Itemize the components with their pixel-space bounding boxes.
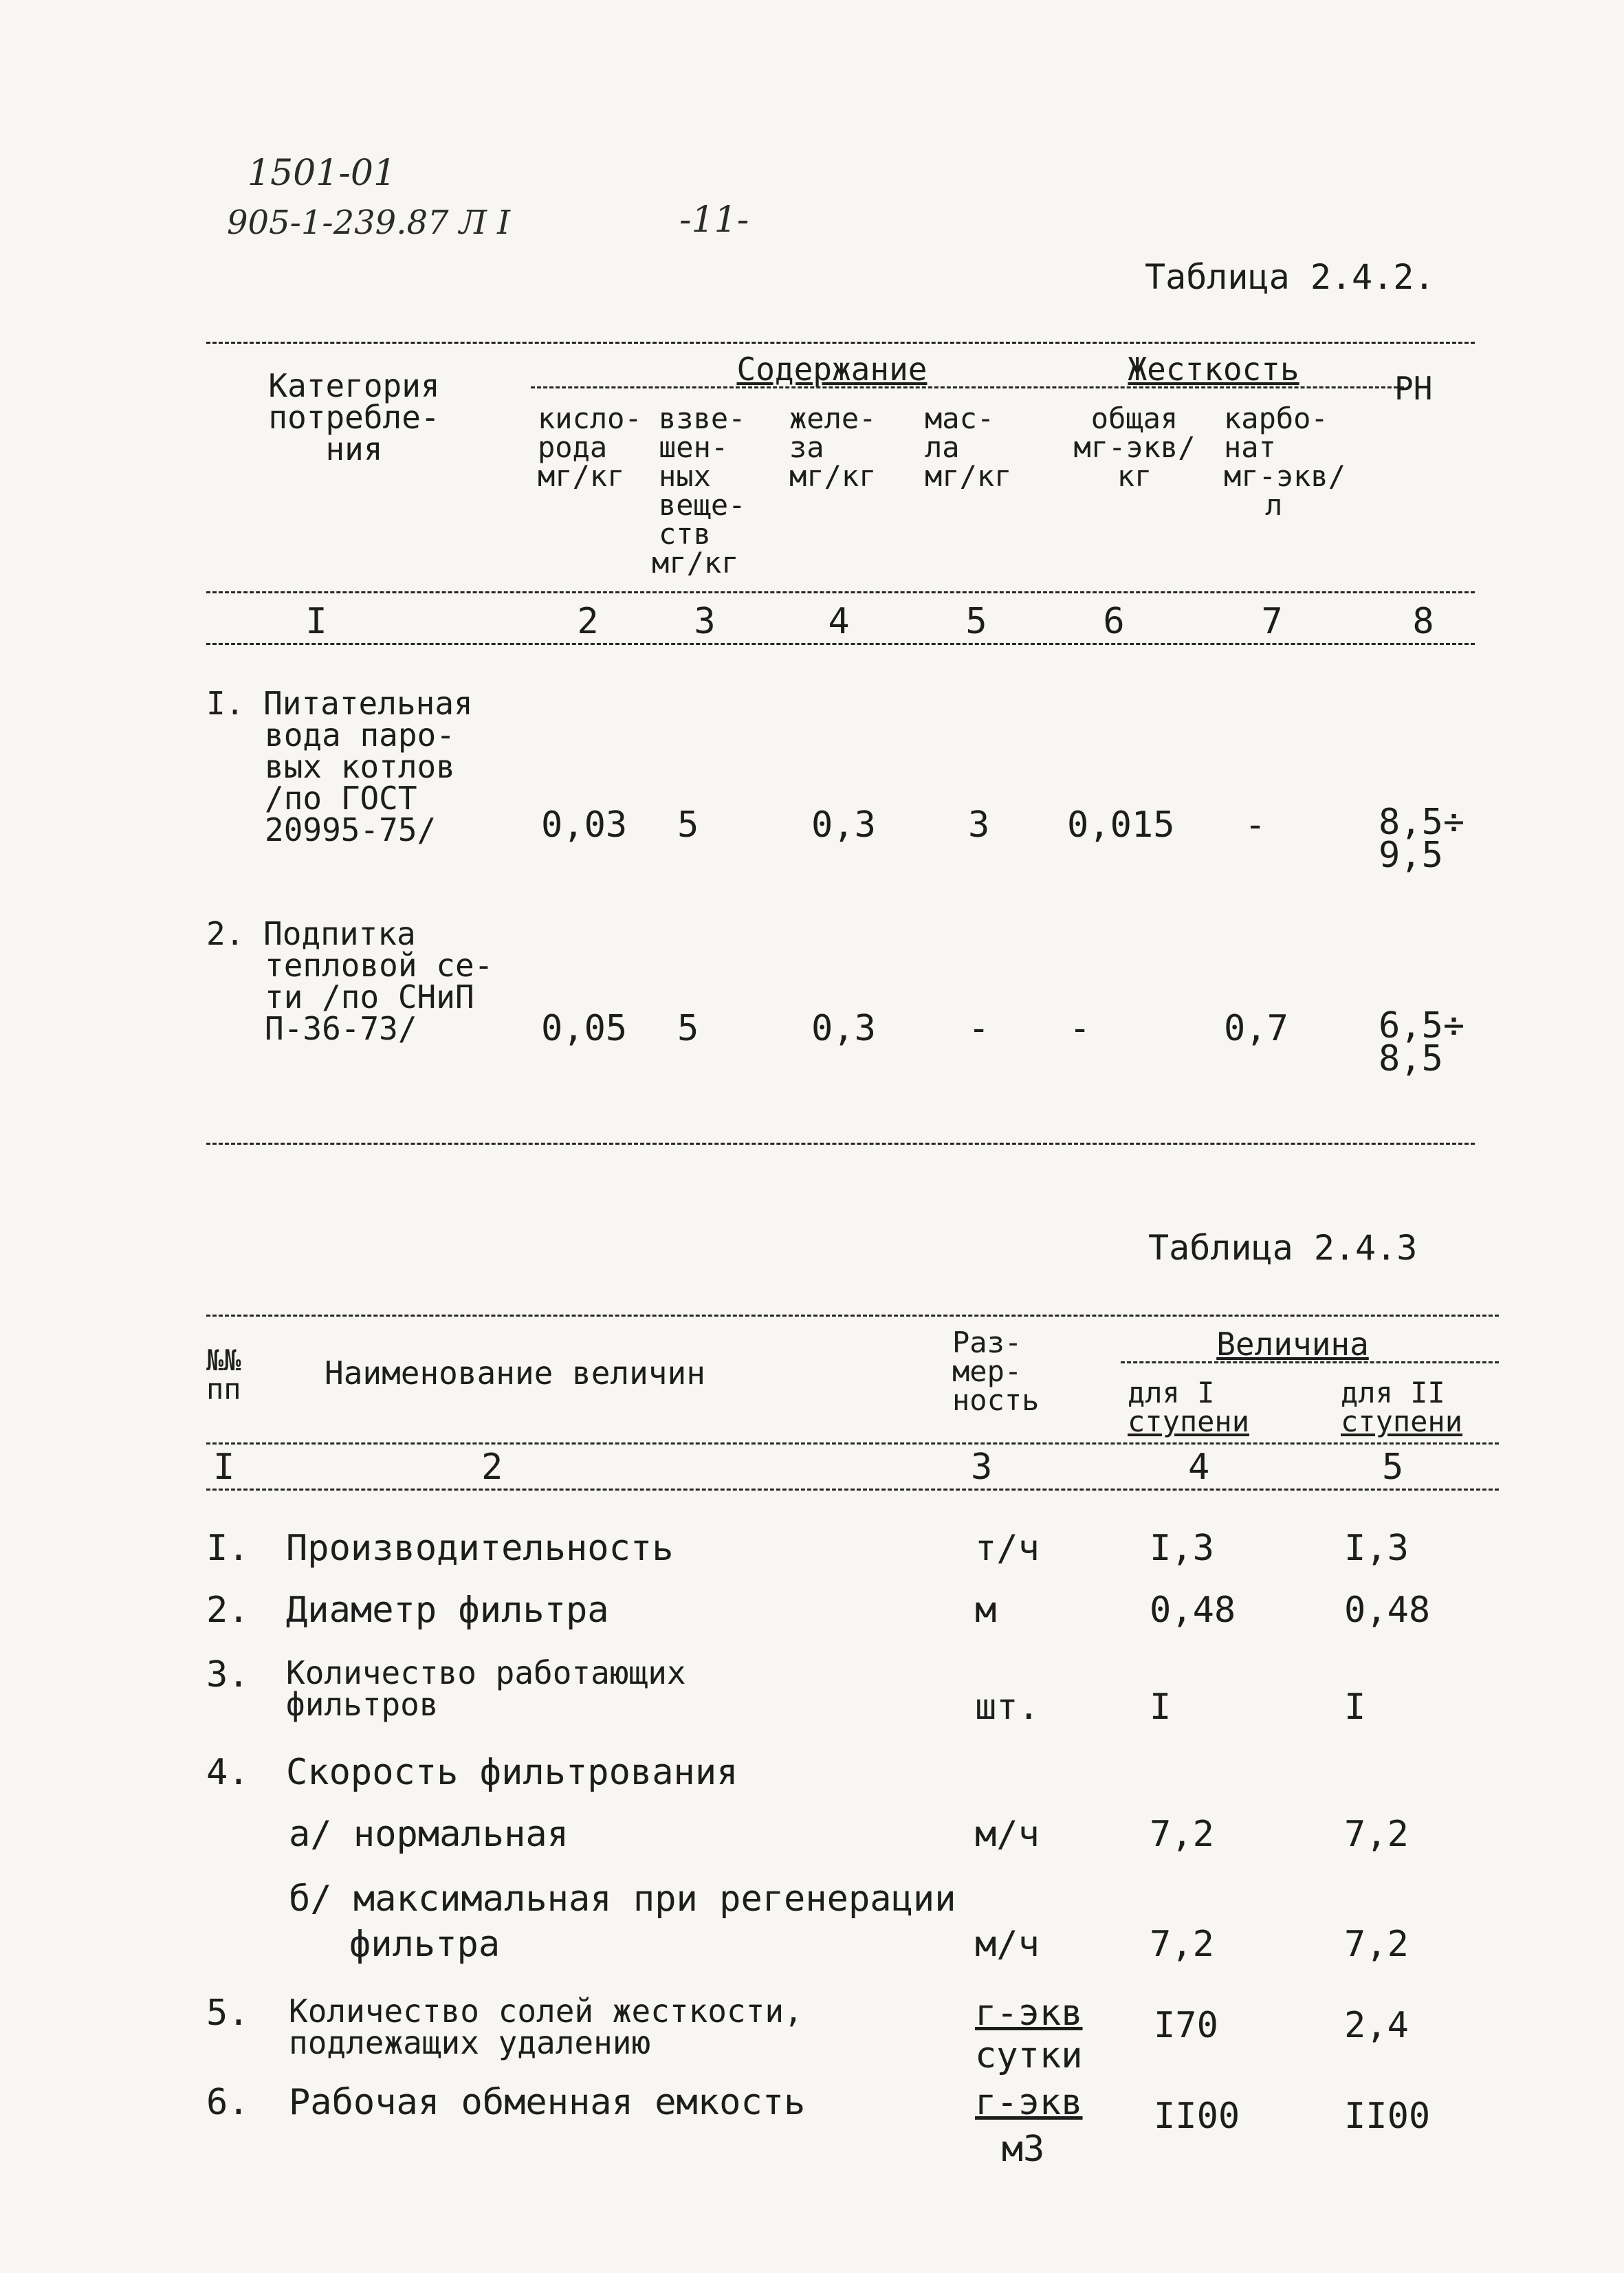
table2-row5-name [289, 1992, 803, 2061]
table1-top-rule [206, 342, 1475, 344]
row1-name-4: /по ГОСТ [265, 780, 417, 817]
table1-colnum-6: 6 [1103, 601, 1125, 642]
suspended-h6: мг/кг [652, 546, 739, 580]
table2-colnum-5: 5 [1382, 1447, 1404, 1488]
table2-row4-name: Скорость фильтрования [286, 1752, 738, 1793]
table1-row2-ph [1379, 1005, 1465, 1079]
table1-category-header [220, 367, 488, 468]
stage2-h1: для II [1341, 1376, 1445, 1409]
table2-row1-name: Производительность [286, 1528, 674, 1569]
total-h1: общая [1090, 402, 1178, 435]
table2-row5-s2: 2,4 [1344, 2005, 1409, 2046]
row1-name-1: I. Питательная [206, 685, 473, 722]
suspended-h1: взве- [659, 402, 746, 435]
suspended-h3: ных [659, 459, 711, 493]
table1-row1-name [206, 685, 473, 848]
row3-name-1: Количество работающих [286, 1654, 686, 1691]
table2-row4b-name-1: б/ максимальная при регенерации [289, 1878, 956, 1920]
row2-name-2: тепловой се- [265, 947, 494, 984]
table2-row3-s2: I [1344, 1687, 1366, 1728]
table1-row2-carbonate: 0,7 [1224, 1008, 1288, 1049]
row5-name-1: Количество солей жесткости, [289, 1992, 803, 2030]
table2-row4b-name-2: фильтра [349, 1924, 501, 1965]
table2-row4b-s1: 7,2 [1150, 1924, 1214, 1965]
row1-name-2: вода паро- [265, 716, 455, 754]
table1-row1-iron: 0,3 [811, 804, 876, 846]
table1-row1-suspended: 5 [677, 804, 699, 846]
table2-row4b-s2: 7,2 [1344, 1924, 1409, 1965]
table1-row1-oxygen: 0,03 [541, 804, 628, 846]
table1-oil-header [925, 404, 1011, 491]
table1-colnum-4: 4 [828, 601, 850, 642]
row2-ph-2: 8,5 [1379, 1038, 1443, 1079]
table2-row1-s1: I,3 [1150, 1528, 1214, 1569]
carbonate-h2: нат [1224, 430, 1276, 464]
table2-row6-s2: II00 [1344, 2096, 1431, 2137]
table2-row2-name: Диаметр фильтра [286, 1590, 609, 1631]
page-number: -11- [679, 199, 749, 241]
table2-name-header: Наименование величин [325, 1354, 705, 1392]
unit-h3: ность [952, 1383, 1040, 1417]
table1-colnum-8: 8 [1412, 601, 1434, 642]
table1-iron-header [789, 404, 876, 491]
table1-colnum-2: 2 [577, 601, 599, 642]
table1-number-rule [206, 643, 1475, 645]
table2-row6-s1: II00 [1154, 2096, 1240, 2137]
carbonate-h4: л [1265, 488, 1283, 522]
table1-row2-oil: - [968, 1008, 990, 1049]
iron-h3: мг/кг [789, 459, 877, 493]
row2-name-1: 2. Подпитка [206, 915, 416, 952]
table2-row4-no: 4. [206, 1752, 250, 1793]
category-line-1: Категория [268, 367, 440, 404]
table1-oxygen-header [538, 404, 642, 491]
no-h1: №№ [206, 1343, 241, 1377]
table2-row3-unit: шт. [975, 1687, 1040, 1728]
table2-row6-name: Рабочая обменная емкость [289, 2082, 806, 2123]
table1-row1-carbonate: - [1244, 804, 1266, 846]
table1-row2-oxygen: 0,05 [541, 1008, 628, 1049]
row5-name-2: подлежащих удалению [289, 2024, 651, 2061]
table1-colnum-1: I [305, 601, 327, 642]
carbonate-h3: мг-экв/ [1224, 459, 1346, 493]
table1-colnum-5: 5 [965, 601, 987, 642]
suspended-h2: шен- [659, 430, 729, 464]
table1-row2-name [206, 915, 494, 1047]
table2-stage2-header [1341, 1376, 1463, 1438]
table1-row1-ph [1379, 802, 1465, 876]
table1-ph-header: PH [1394, 370, 1433, 407]
row2-name-4: П-36-73/ [265, 1010, 417, 1047]
table1-row2-total: - [1069, 1008, 1091, 1049]
oxygen-h1: кисло- [538, 402, 642, 435]
table2-row4a-s1: 7,2 [1150, 1814, 1214, 1855]
project-code: 905-1-239.87 Л I [227, 204, 511, 242]
table2-row5-unit-den: сутки [975, 2035, 1083, 2076]
carbonate-h1: карбо- [1224, 402, 1328, 435]
table1-head-rule [206, 591, 1475, 593]
table2-row3-no: 3. [206, 1654, 250, 1695]
table2-row2-s1: 0,48 [1150, 1590, 1236, 1631]
table1-group-content: Содержание [736, 351, 928, 388]
table2-row3-s1: I [1150, 1687, 1172, 1728]
table2-row4b-unit: м/ч [975, 1924, 1040, 1965]
table2-colnum-2: 2 [481, 1447, 503, 1488]
table2-row3-name [286, 1654, 686, 1723]
table1-total-header [1059, 404, 1210, 491]
unit-h1: Раз- [952, 1326, 1022, 1359]
doc-code: 1501-01 [248, 153, 397, 194]
row3-name-2: фильтров [286, 1686, 439, 1723]
table2-row1-unit: т/ч [975, 1528, 1040, 1569]
row1-name-5: 20995-75/ [265, 811, 437, 848]
unit-h2: мер- [952, 1354, 1022, 1388]
table1-colnum-3: 3 [694, 601, 716, 642]
table2-caption: Таблица 2.4.3 [1148, 1228, 1418, 1268]
table2-row6-unit-den: м3 [1001, 2129, 1045, 2170]
stage2-h2: ступени [1341, 1405, 1463, 1438]
table2-row6-unit-num: г-экв [975, 2082, 1083, 2123]
table1-row1-total: 0,015 [1067, 804, 1175, 846]
stage1-h1: для I [1128, 1376, 1215, 1409]
category-line-3: ния [325, 430, 383, 468]
row1-name-3: вых котлов [265, 748, 455, 785]
table2-row4a-unit: м/ч [975, 1814, 1040, 1855]
table2-row2-no: 2. [206, 1590, 250, 1631]
suspended-h5: ств [659, 517, 711, 551]
table1-bottom-rule [206, 1143, 1475, 1145]
table2-row1-s2: I,3 [1344, 1528, 1409, 1569]
table1-row1-oil: 3 [968, 804, 990, 846]
table2-row4a-s2: 7,2 [1344, 1814, 1409, 1855]
suspended-h4: веще- [659, 488, 746, 522]
table2-row2-unit: м [975, 1590, 997, 1631]
total-h2: мг-экв/ [1073, 430, 1196, 464]
table2-value-header: Величина [1216, 1326, 1369, 1363]
table1-carbonate-header [1224, 404, 1346, 520]
total-h3: кг [1117, 459, 1152, 493]
table1-suspended-header [652, 402, 746, 580]
table2-row5-s1: I70 [1154, 2005, 1218, 2046]
table2-colnum-4: 4 [1188, 1447, 1210, 1488]
oil-h2: ла [925, 430, 960, 464]
table2-stage1-header [1128, 1376, 1250, 1438]
row2-ph-1: 6,5÷ [1379, 1005, 1465, 1046]
oxygen-h3: мг/кг [538, 459, 625, 493]
table2-top-rule [206, 1315, 1499, 1317]
row2-name-3: ти /по СНиП [265, 978, 474, 1015]
table2-row5-unit-num: г-экв [975, 1992, 1083, 2034]
table1-colnum-7: 7 [1261, 601, 1283, 642]
oil-h1: мас- [925, 402, 995, 435]
table2-head-rule [206, 1442, 1499, 1445]
row1-ph-2: 9,5 [1379, 835, 1443, 876]
oil-h3: мг/кг [925, 459, 1012, 493]
table2-row2-s2: 0,48 [1344, 1590, 1431, 1631]
table2-colnum-3: 3 [971, 1447, 993, 1488]
table2-unit-header [952, 1328, 1039, 1415]
table2-row1-no: I. [206, 1528, 250, 1569]
table1-row2-suspended: 5 [677, 1008, 699, 1049]
table1-caption: Таблица 2.4.2. [1145, 257, 1435, 297]
iron-h1: желе- [789, 402, 877, 435]
iron-h2: за [789, 430, 824, 464]
table2-row4a-name: а/ нормальная [289, 1814, 569, 1855]
table1-row2-iron: 0,3 [811, 1008, 876, 1049]
table2-number-rule [206, 1489, 1499, 1491]
table1-group-hardness: Жесткость [1128, 351, 1299, 388]
table2-row5-no: 5. [206, 1992, 250, 2034]
category-line-2: потребле- [268, 399, 440, 436]
table2-row6-no: 6. [206, 2082, 250, 2123]
no-h2: пп [206, 1372, 241, 1406]
row1-ph-1: 8,5÷ [1379, 802, 1465, 843]
table2-no-header [206, 1343, 241, 1406]
stage1-h2: ступени [1128, 1405, 1250, 1438]
table2-colnum-1: I [213, 1447, 235, 1488]
oxygen-h2: рода [538, 430, 608, 464]
